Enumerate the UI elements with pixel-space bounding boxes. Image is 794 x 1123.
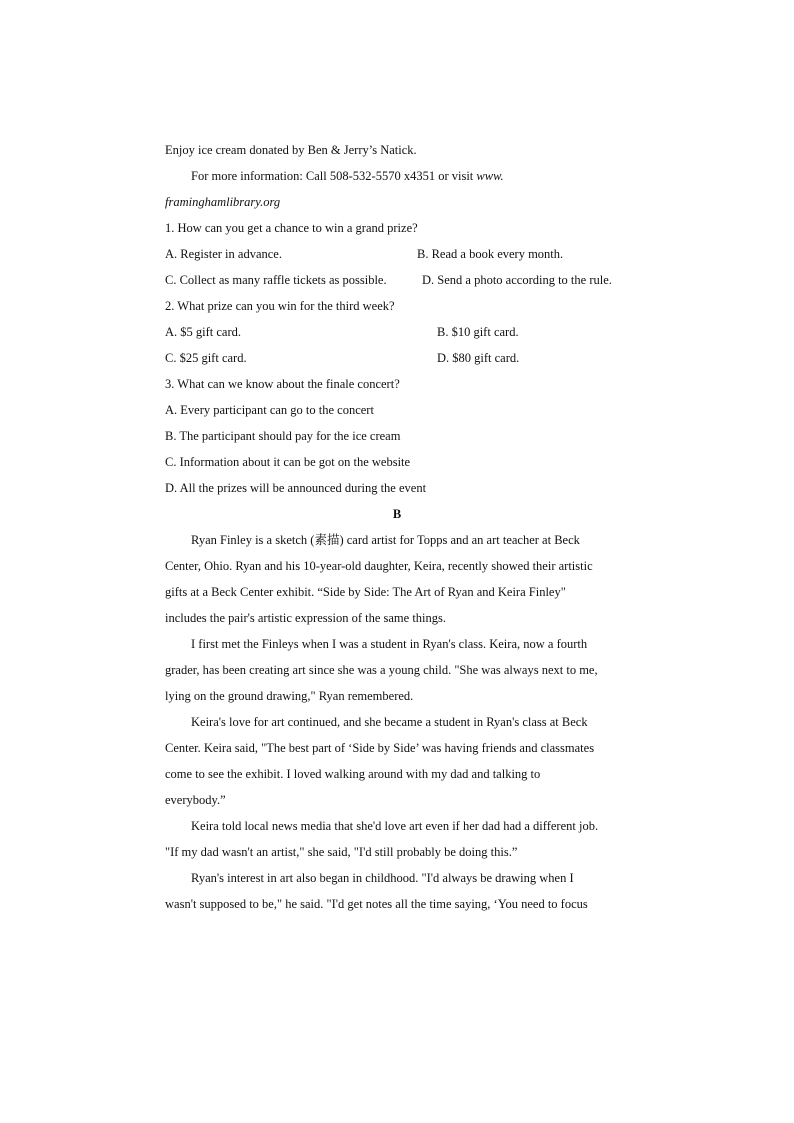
- question-3-option-d: D. All the prizes will be announced during the event: [165, 481, 427, 495]
- info-text: For more information: Call 508-532-5570 x4351 or visit: [191, 169, 477, 183]
- question-3-stem: 3. What can we know about the finale concert?: [165, 377, 400, 391]
- question-2-option-d: D. $80 gift card.: [437, 351, 520, 365]
- question-2-stem: 2. What prize can you win for the third week?: [165, 299, 395, 313]
- passage-line: Center, Ohio. Ryan and his 10-year-old daughter, Keira, recently showed their artistic: [165, 559, 593, 573]
- question-1-option-d: D. Send a photo according to the rule.: [422, 273, 612, 287]
- info-url-end: framinghamlibrary.org: [165, 195, 281, 209]
- passage-line: Center. Keira said, "The best part of ‘Side by Side’ was having friends and classmates: [165, 741, 595, 755]
- passage-line: gifts at a Beck Center exhibit. “Side by Side: The Art of Ryan and Keira Finley": [165, 585, 566, 599]
- info-url-start: www.: [476, 169, 504, 183]
- passage-line: wasn't supposed to be," he said. "I'd get notes all the time saying, ‘You need to focus: [165, 897, 588, 911]
- passage-line: includes the pair's artistic expression of the same things.: [165, 611, 447, 625]
- passage-line: Ryan Finley is a sketch (素描) card artist for Topps and an art teacher at Beck: [191, 533, 580, 547]
- question-3-option-a: A. Every participant can go to the concert: [165, 403, 374, 417]
- info-line: [191, 168, 504, 184]
- question-1-option-b: B. Read a book every month.: [417, 247, 564, 261]
- question-2-option-b: B. $10 gift card.: [437, 325, 519, 339]
- passage-line: I first met the Finleys when I was a student in Ryan's class. Keira, now a fourth: [191, 637, 588, 651]
- section-b-heading: B: [392, 507, 402, 521]
- question-3-option-c: C. Information about it can be got on the website: [165, 455, 411, 469]
- question-1-option-c: C. Collect as many raffle tickets as possible.: [165, 273, 387, 287]
- passage-line: Ryan's interest in art also began in childhood. "I'd always be drawing when I: [191, 871, 574, 885]
- question-2-option-a: A. $5 gift card.: [165, 325, 242, 339]
- question-1-option-a: A. Register in advance.: [165, 247, 282, 261]
- passage-line: grader, has been creating art since she was a young child. "She was always next to me,: [165, 663, 598, 677]
- passage-line: Keira told local news media that she'd love art even if her dad had a different job.: [191, 819, 599, 833]
- passage-line: come to see the exhibit. I loved walking around with my dad and talking to: [165, 767, 541, 781]
- passage-line: everybody.”: [165, 793, 226, 807]
- passage-line: "If my dad wasn't an artist," she said, "I'd still probably be doing this.”: [165, 845, 518, 859]
- question-2-option-c: C. $25 gift card.: [165, 351, 247, 365]
- passage-line: Keira's love for art continued, and she became a student in Ryan's class at Beck: [191, 715, 588, 729]
- ice-cream-line: Enjoy ice cream donated by Ben & Jerry’s Natick.: [165, 143, 417, 157]
- question-3-option-b: B. The participant should pay for the ice cream: [165, 429, 401, 443]
- info-url-line: [165, 194, 280, 210]
- passage-line: lying on the ground drawing," Ryan remembered.: [165, 689, 414, 703]
- question-1-stem: 1. How can you get a chance to win a grand prize?: [165, 221, 418, 235]
